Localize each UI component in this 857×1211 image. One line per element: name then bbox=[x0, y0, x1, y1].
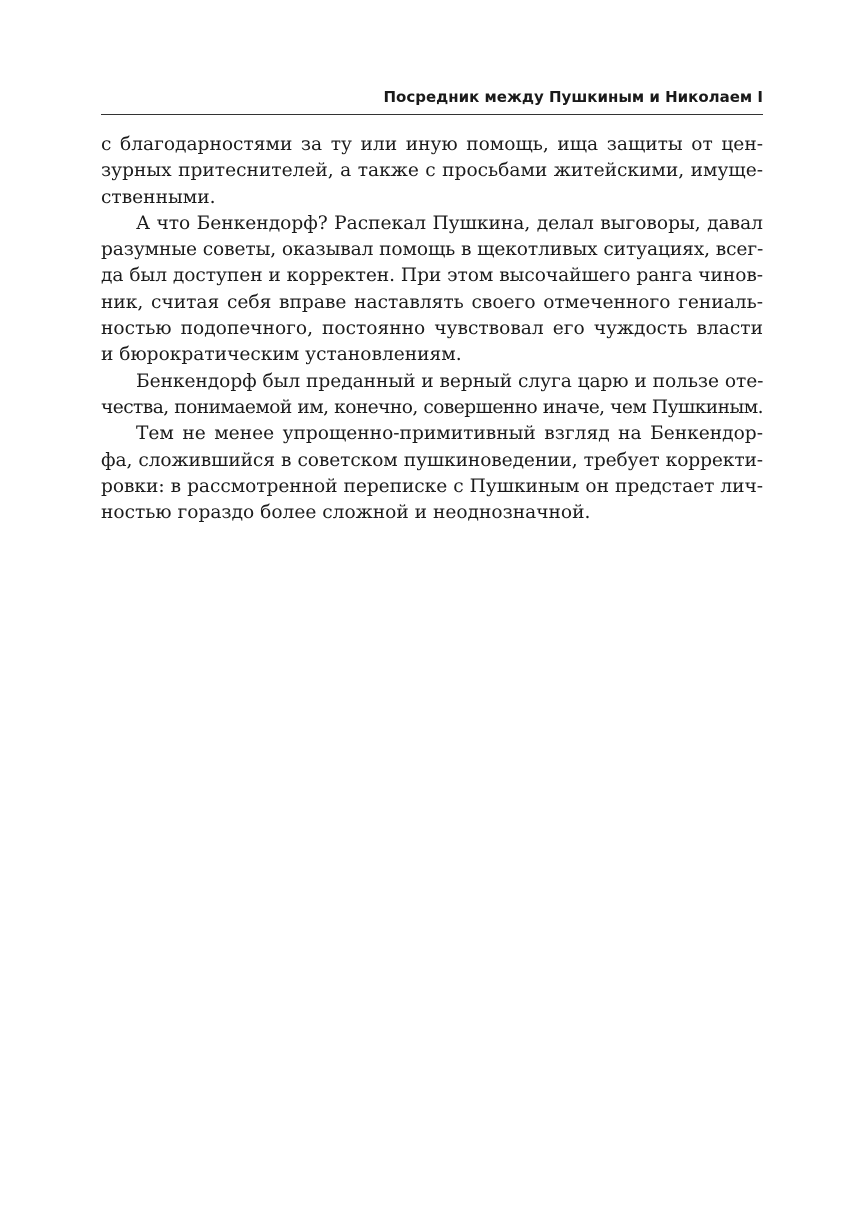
paragraph bbox=[101, 132, 763, 211]
text-line: и бюрократическим установлениям. bbox=[101, 344, 462, 366]
text-line: да был доступен и корректен. При этом высочайшего ранга чинов- bbox=[101, 265, 763, 287]
paragraph bbox=[101, 211, 763, 369]
running-head: Посредник между Пушкиным и Николаем I bbox=[383, 88, 763, 106]
text-line: Бенкендорф был преданный и верный слуга царю и пользе оте- bbox=[136, 370, 764, 392]
text-line: чества, понимаемой им, конечно, совершенно иначе, чем Пушкиным. bbox=[101, 396, 763, 418]
text-line: зурных притеснителей, а также с просьбами житейскими, имуще- bbox=[101, 160, 763, 182]
paragraph bbox=[101, 369, 763, 422]
body-text bbox=[101, 132, 763, 526]
text-line: А что Бенкендорф? Распекал Пушкина, делал выговоры, давал bbox=[136, 212, 763, 234]
text-line: фа, сложившийся в советском пушкиноведении, требует корректи- bbox=[101, 449, 763, 471]
text-line: ностью гораздо более сложной и неоднозначной. bbox=[101, 502, 591, 524]
text-line: ственными. bbox=[101, 186, 216, 208]
text-line: Тем не менее упрощенно-примитивный взгляд на Бенкендор- bbox=[136, 423, 763, 445]
text-line: с благодарностями за ту или иную помощь, ища защиты от цен- bbox=[101, 134, 763, 155]
text-line: ровки: в рассмотренной переписке с Пушкиным он предстает лич- bbox=[101, 475, 763, 497]
paragraph bbox=[101, 421, 763, 526]
text-line: ностью подопечного, постоянно чувствовал его чуждость власти bbox=[101, 318, 763, 340]
text-line: разумные советы, оказывал помощь в щекотливых ситуациях, всег- bbox=[101, 239, 764, 261]
header-rule bbox=[101, 114, 763, 115]
text-line: ник, считая себя вправе наставлять своего отмеченного гениаль- bbox=[101, 291, 763, 313]
